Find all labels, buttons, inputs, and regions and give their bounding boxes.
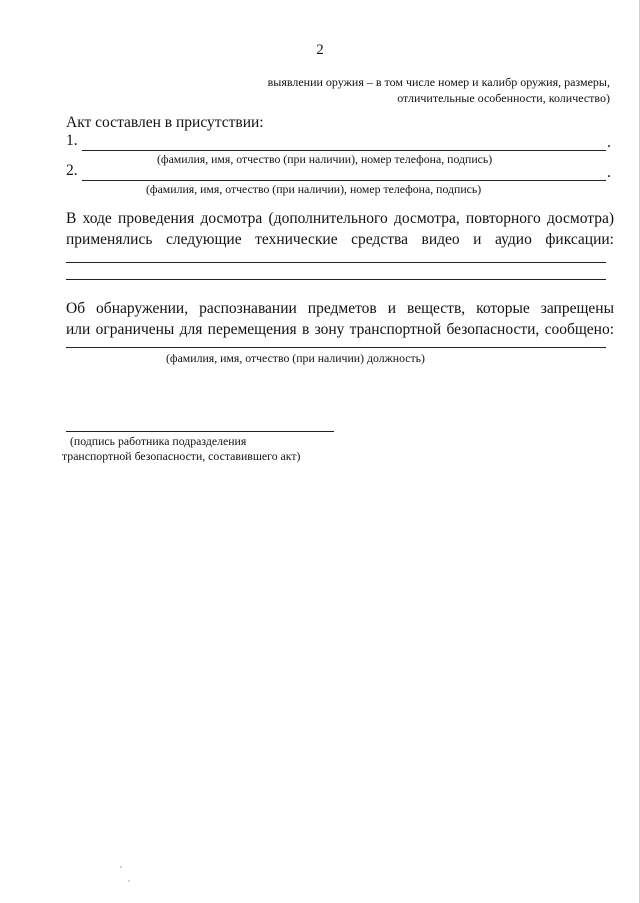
signature-line <box>66 431 334 432</box>
witness-1-caption: (фамилия, имя, отчество (при наличии), номер телефона, подпись) <box>157 152 493 166</box>
weapon-note-line-1: выявлении оружия – в том числе номер и калибр оружия, размеры, <box>267 75 610 89</box>
report-line-2: или ограничены для перемещения в зону транспортной безопасности, сообщено: <box>66 321 614 338</box>
weapon-note-line-2: отличительные особенности, количество) <box>397 91 610 105</box>
report-line-1: Об обнаружении, распознавании предметов и веществ, которые запрещены <box>66 300 614 317</box>
scan-speck <box>120 866 122 868</box>
signature-caption-line-2: транспортной безопасности, составившего акт) <box>62 449 301 463</box>
witness-2-number: 2. <box>66 162 78 179</box>
inspection-line-2: применялись следующие технические средства видео и аудио фиксации: <box>66 231 614 248</box>
scan-speck <box>128 880 130 882</box>
inspection-line-1: В ходе проведения досмотра (дополнительного досмотра, повторного досмотра) <box>66 210 614 227</box>
inspection-blank-line-2 <box>66 279 606 280</box>
witness-1-number: 1. <box>66 132 78 149</box>
presence-title: Акт составлен в присутствии: <box>66 114 264 131</box>
witness-2-line <box>82 180 606 181</box>
report-blank-line <box>66 347 606 348</box>
witness-1-end: . <box>607 134 611 151</box>
signature-caption-line-1: (подпись работника подразделения <box>70 434 247 448</box>
page-number: 2 <box>316 42 324 58</box>
inspection-blank-line-1 <box>66 262 606 263</box>
report-caption: (фамилия, имя, отчество (при наличии) должность) <box>166 351 425 365</box>
witness-2-caption: (фамилия, имя, отчество (при наличии), номер телефона, подпись) <box>146 182 482 196</box>
witness-1-line <box>82 150 606 151</box>
weapon-note <box>238 74 610 106</box>
witness-2-end: . <box>607 164 611 181</box>
